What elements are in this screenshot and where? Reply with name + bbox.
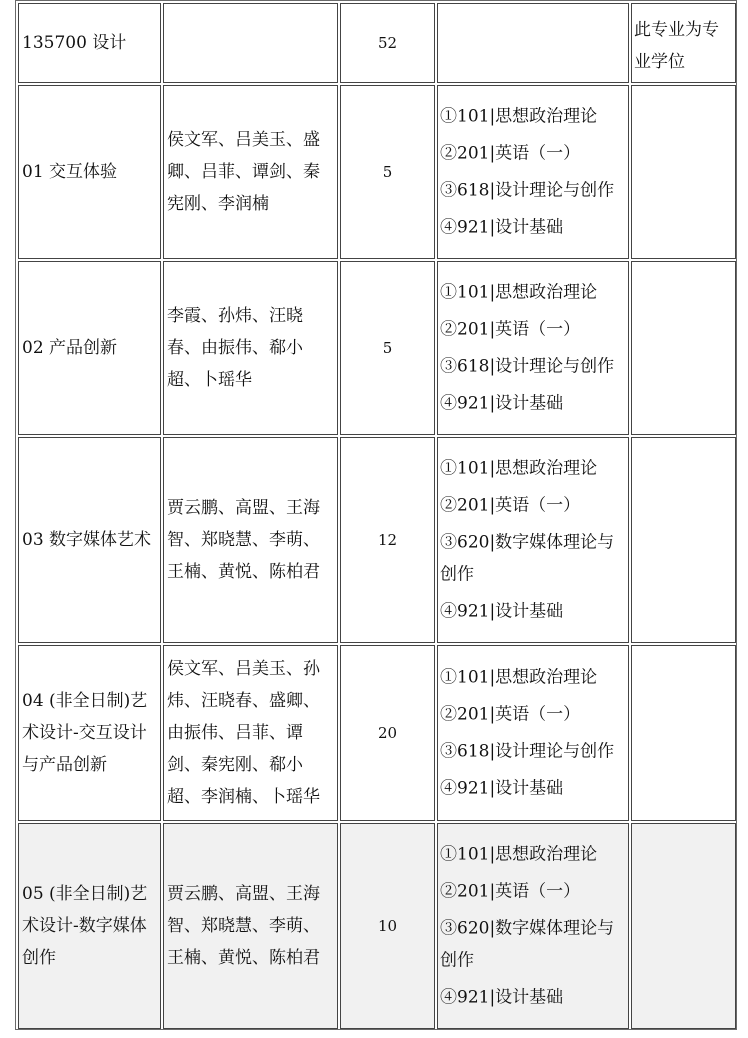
- advisors-cell: [163, 437, 338, 643]
- table-row: [16, 437, 736, 643]
- exam-subjects-cell: [437, 437, 629, 643]
- program-name: 135700 设计: [22, 33, 127, 53]
- exam-subject: ②201|英语（一）: [440, 704, 581, 725]
- exam-subject: ③620|数字媒体理论与 创作: [440, 918, 615, 971]
- enrollment-quota: 52: [377, 34, 398, 52]
- exam-subjects: [438, 834, 628, 1019]
- advisors-cell: [163, 261, 338, 435]
- program-cell: [18, 823, 161, 1029]
- program-name: 04 (非全日制)艺 术设计-交互设计 与产品创新: [22, 691, 148, 775]
- exam-subject: ①101|思想政治理论: [440, 458, 598, 479]
- table-row: [16, 823, 736, 1029]
- exam-subject: ④921|设计基础: [440, 601, 564, 622]
- note-cell: [631, 261, 736, 435]
- exam-subjects-cell: [437, 261, 629, 435]
- note-cell: [631, 3, 736, 83]
- quota-cell: [340, 3, 435, 83]
- exam-subject: ③620|数字媒体理论与 创作: [440, 532, 615, 585]
- quota-cell: [340, 85, 435, 259]
- exam-subject: ②201|英语（一）: [440, 495, 581, 516]
- quota-cell: [340, 823, 435, 1029]
- exam-subjects-cell: [437, 823, 629, 1029]
- advisors-list: 贾云鹏、高盟、王海 智、郑晓慧、李萌、 王楠、黄悦、陈柏君: [167, 498, 320, 582]
- exam-subject: ②201|英语（一）: [440, 319, 581, 340]
- table-row: [16, 645, 736, 821]
- program-name: 02 产品创新: [22, 338, 118, 358]
- program-name: 01 交互体验: [22, 162, 118, 182]
- program-cell: [18, 261, 161, 435]
- quota-cell: [340, 437, 435, 643]
- table-row: [16, 261, 736, 435]
- advisors-cell: [163, 85, 338, 259]
- advisors-cell: [163, 645, 338, 821]
- advisors-cell: [163, 823, 338, 1029]
- exam-subject: ③618|设计理论与创作: [440, 356, 615, 377]
- exam-subject: ③618|设计理论与创作: [440, 180, 615, 201]
- note-cell: [631, 85, 736, 259]
- enrollment-quota: 5: [382, 163, 393, 181]
- exam-subject: ①101|思想政治理论: [440, 106, 598, 127]
- program-cell: [18, 437, 161, 643]
- quota-cell: [340, 645, 435, 821]
- note-text: 此专业为专 业学位: [634, 20, 719, 72]
- note-cell: [631, 437, 736, 643]
- program-cell: [18, 3, 161, 83]
- enrollment-quota: 10: [377, 917, 398, 935]
- exam-subjects: [438, 272, 628, 425]
- advisors-list: 贾云鹏、高盟、王海 智、郑晓慧、李萌、 王楠、黄悦、陈柏君: [167, 884, 320, 968]
- exam-subject: ④921|设计基础: [440, 987, 564, 1008]
- note-cell: [631, 645, 736, 821]
- program-name: 05 (非全日制)艺 术设计-数字媒体 创作: [22, 884, 148, 968]
- enrollment-quota: 20: [377, 724, 398, 742]
- program-cell: [18, 645, 161, 821]
- exam-subjects-cell: [437, 85, 629, 259]
- exam-subject: ③618|设计理论与创作: [440, 741, 615, 762]
- program-name: 03 数字媒体艺术: [22, 530, 152, 550]
- exam-subjects: [438, 448, 628, 633]
- table-row: [16, 85, 736, 259]
- advisors-list: 李霞、孙炜、汪晓 春、由振伟、郗小 超、卜瑶华: [167, 306, 303, 390]
- advisors-cell: [163, 3, 338, 83]
- quota-cell: [340, 261, 435, 435]
- enrollment-quota: 12: [377, 531, 398, 549]
- exam-subjects-cell: [437, 3, 629, 83]
- exam-subject: ①101|思想政治理论: [440, 844, 598, 865]
- exam-subjects: [438, 657, 628, 810]
- exam-subject: ②201|英语（一）: [440, 881, 581, 902]
- note-cell: [631, 823, 736, 1029]
- advisors-list: 侯文军、吕美玉、孙 炜、汪晓春、盛卿、 由振伟、吕菲、谭 剑、秦宪刚、郗小 超、李润楠、卜瑶华: [167, 659, 320, 807]
- table-row: [16, 3, 736, 83]
- exam-subject: ②201|英语（一）: [440, 143, 581, 164]
- exam-subject: ④921|设计基础: [440, 778, 564, 799]
- enrollment-quota: 5: [382, 339, 393, 357]
- exam-subject: ①101|思想政治理论: [440, 667, 598, 688]
- exam-subject: ④921|设计基础: [440, 393, 564, 414]
- exam-subjects: [438, 96, 628, 249]
- program-cell: [18, 85, 161, 259]
- admissions-table: [15, 0, 737, 1030]
- exam-subjects-cell: [437, 645, 629, 821]
- exam-subject: ④921|设计基础: [440, 217, 564, 238]
- exam-subject: ①101|思想政治理论: [440, 282, 598, 303]
- advisors-list: 侯文军、吕美玉、盛 卿、吕菲、谭剑、秦 宪刚、李润楠: [167, 130, 320, 214]
